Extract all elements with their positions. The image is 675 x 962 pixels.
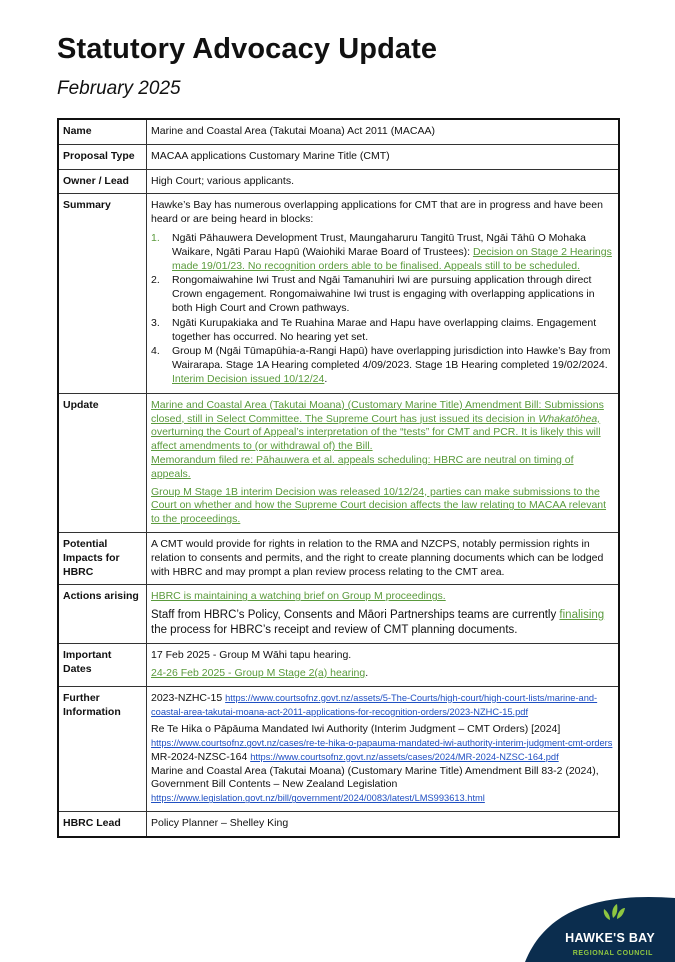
value-update (147, 393, 620, 532)
date-stage2a-tail: . (365, 666, 369, 679)
label-actions: Actions arising (58, 585, 147, 644)
label-impacts: Potential Impacts for HBRC (58, 532, 147, 584)
list-item-number: 3. (151, 316, 160, 329)
label-update: Update (58, 393, 147, 532)
row-proposal-type (58, 144, 619, 169)
value-owner: High Court; various applicants. (147, 169, 620, 194)
logo-name: HAWKE'S BAY (565, 931, 655, 945)
further-ref-4: Marine and Coastal Area (Takutai Moana) (Customary Marine Title) Amendment Bill 83-2 (2024), Government Bill Contents – New Zealand Legislation (151, 764, 599, 791)
value-actions (147, 585, 620, 644)
value-lead: Policy Planner – Shelley King (147, 812, 620, 837)
label-proposal-type: Proposal Type (58, 144, 147, 169)
summary-list (151, 232, 613, 387)
value-further (147, 686, 620, 811)
summary-intro: Hawke’s Bay has numerous overlapping applications for CMT that are in progress and have been heard or are being heard in blocks: (151, 199, 603, 226)
url-2023-nzhc-15[interactable]: https://www.courtsofnz.govt.nz/assets/5-The-Courts/high-court/high-court-lists/marine-and-coastal-area-takutai-moana-act-2011-applications-for-recognition-orders/2023-NZHC-15.pdf (151, 692, 598, 717)
value-dates (147, 644, 620, 687)
date-stage2a (151, 667, 613, 681)
url-mr-2024-nzsc-164[interactable]: https://www.courtsofnz.govt.nz/assets/cases/2024/MR-2024-NZSC-164.pdf (250, 751, 559, 762)
value-proposal-type: MACAA applications Customary Marine Title (CMT) (147, 144, 620, 169)
list-item (151, 345, 613, 386)
memorandum-link[interactable]: Memorandum filed re: Pāhauwera et al. appeals scheduling: HBRC are neutral on timing of appeals. (151, 453, 574, 480)
row-impacts (58, 532, 619, 584)
list-item (151, 317, 613, 345)
update-bill-link[interactable] (151, 399, 613, 454)
update-bill-text: Marine and Coastal Area (Takutai Moana) (Customary Marine Title) Amendment Bill: Submissions closed, still in Select Committee. The Supreme Court has just issued its decision in (151, 398, 604, 425)
list-item-text: Ngāti Pāhauwera Development Trust, Maungaharuru Tangitū Trust, Ngāi Tāhū O Mohaka Waikare, Ngāti Parau Hapū (Waiohiki Marae Board of Trustees): (172, 231, 587, 258)
row-owner (58, 169, 619, 194)
value-impacts: A CMT would provide for rights in relation to the RMA and NZCPS, notably permission rights in relation to consents and permits, and the right to create planning documents which can be lodged with HBRC and may prompt a plan review process relating to the CMT area. (147, 532, 620, 584)
row-name (58, 119, 619, 144)
update-bill-text-tail: overturning the Court of Appeal’s interpretation of the “tests” for CMT and PCR. It is likely this will affect amendments to (or withdrawal of) the Bill. (151, 426, 601, 453)
row-actions (58, 585, 619, 644)
stage2-decision-link[interactable]: Decision on Stage 2 Hearings made 19/01/23. No recognition orders able to be finalised. Appeals still to be scheduled. (172, 245, 612, 272)
row-summary (58, 194, 619, 393)
label-name: Name (58, 119, 147, 144)
page-subtitle: February 2025 (57, 78, 181, 99)
finalising-link[interactable]: finalising (559, 609, 605, 622)
label-dates: Important Dates (58, 644, 147, 687)
row-dates (58, 644, 619, 687)
date-wahi-tapu: 17 Feb 2025 - Group M Wāhi tapu hearing. (151, 649, 352, 662)
actions-staff-tail: the process for HBRC’s receipt and review of CMT planning documents. (151, 624, 518, 637)
stage2a-hearing-link[interactable]: 24-26 Feb 2025 - Group M Stage 2(a) hearing (151, 666, 366, 679)
ref-2023-nzhc-15: 2023-NZHC-15 (151, 691, 226, 704)
group-m-decision-link[interactable]: Group M Stage 1B interim Decision was released 10/12/24, parties can make submissions to the Court on whether and how the Supreme Court decision affects the law relating to MACAA relevant to the proceedings. (151, 485, 607, 526)
further-ref-2: Re Te Hika o Pāpāuma Mandated Iwi Authority (Interim Judgment – CMT Orders) [2024] (151, 723, 561, 736)
list-item-text: Group M (Ngāi Tūmapūhia-a-Rangi Hapū) have overlapping jurisdiction into Hawke’s Bay from Wairarapa. Stage 1A Hearing completed 4/09/2023. Stage 1B Hearing completed 19/02/2024. (172, 345, 611, 372)
whakatohea-case: Whakatōhea, (538, 412, 601, 425)
row-further (58, 686, 619, 811)
list-item-text: Ngāti Kurupakiaka and Te Ruahina Marae and Hapu have overlapping claims. Engagement together has occurred. No hearing yet set. (172, 316, 597, 343)
advocacy-table (57, 118, 620, 838)
actions-staff-lead: Staff from HBRC’s Policy, Consents and Māori Partnerships teams are currently (151, 609, 560, 622)
ref-mr-2024-nzsc-164: MR-2024-NZSC-164 (151, 750, 251, 763)
label-further: Further Information (58, 686, 147, 811)
page-title: Statutory Advocacy Update (57, 33, 438, 65)
row-update (58, 393, 619, 532)
list-item-tail: . (324, 372, 328, 385)
url-legislation-bill[interactable]: https://www.legislation.govt.nz/bill/government/2024/0083/latest/LMS993613.html (151, 793, 485, 804)
value-name: Marine and Coastal Area (Takutai Moana) Act 2011 (MACAA) (147, 119, 620, 144)
label-lead: HBRC Lead (58, 812, 147, 837)
url-te-hika-judgment[interactable]: https://www.courtsofnz.govt.nz/cases/re-te-hika-o-papauma-mandated-iwi-authority-interim-judgment-cmt-orders (151, 738, 613, 749)
row-lead (58, 812, 619, 837)
logo-subname: REGIONAL COUNCIL (572, 950, 653, 957)
interim-decision-link[interactable]: Interim Decision issued 10/12/24 (172, 372, 325, 385)
list-item (151, 232, 613, 273)
list-item-number: 2. (151, 274, 160, 287)
further-ref-1 (151, 692, 613, 720)
list-item (151, 274, 613, 315)
list-item-number: 4. (151, 345, 160, 358)
further-ref-3 (151, 751, 613, 765)
list-item-text: Rongomaiwahine Iwi Trust and Ngāi Tamanuhiri Iwi are pursuing application through direct Crown engagement. Rongomaiwahine Iwi trust is engaging with overlapping applications in both High Court and Crown pathways. (172, 274, 595, 314)
hbrc-logo (525, 892, 675, 962)
list-item-number: 1. (151, 231, 160, 244)
watching-brief-link[interactable]: HBRC is maintaining a watching brief on Group M proceedings. (151, 590, 446, 603)
value-summary (147, 194, 620, 393)
label-owner: Owner / Lead (58, 169, 147, 194)
label-summary: Summary (58, 194, 147, 393)
actions-staff-text (151, 608, 613, 638)
